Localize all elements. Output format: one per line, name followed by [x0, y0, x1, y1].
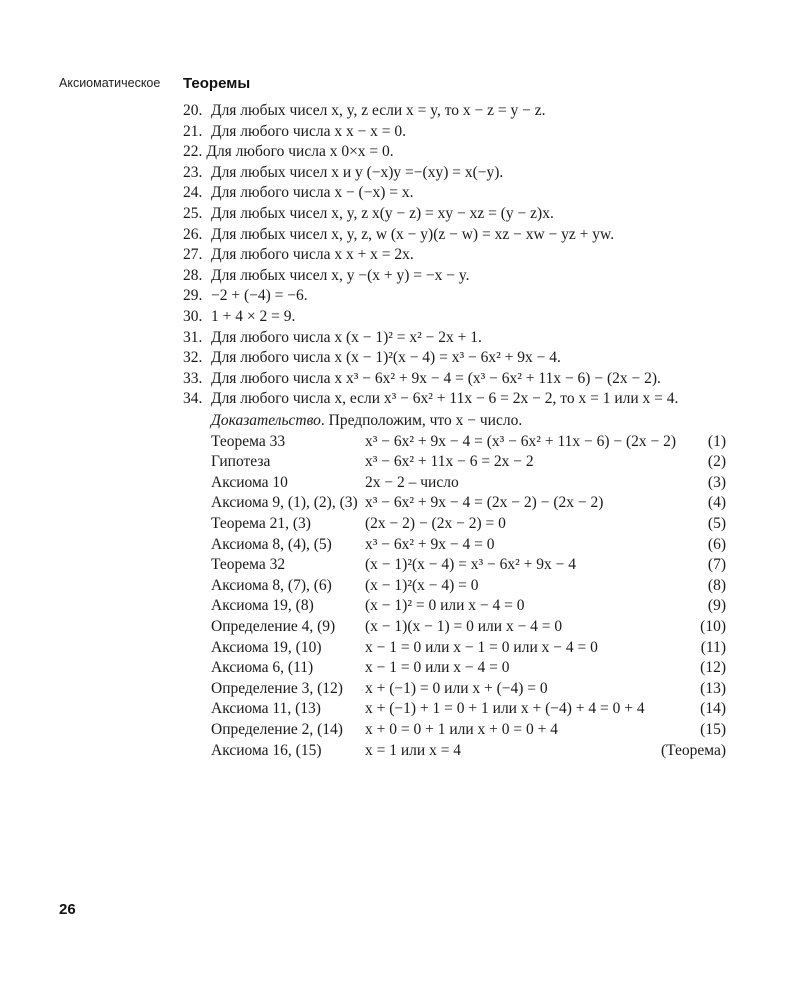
step-statement: (x − 1)(x − 1) = 0 или x − 4 = 0 — [365, 617, 563, 635]
proof-intro — [211, 411, 726, 432]
step-reference: (13) — [700, 679, 726, 697]
step-statement: x³ − 6x² + 9x − 4 = (2x − 2) − (2x − 2) — [365, 494, 604, 512]
theorem-item — [183, 348, 728, 369]
theorem-item — [183, 266, 728, 287]
theorem-number: 20. — [183, 102, 203, 119]
theorem-item — [183, 163, 728, 184]
proof-block — [211, 411, 726, 761]
theorem-item — [183, 369, 728, 390]
step-justification: Аксиома 6, (11) — [211, 659, 314, 677]
margin-note: Аксиоматическое — [59, 76, 161, 90]
step-statement: x = 1 или x = 4 — [365, 741, 462, 759]
step-reference: (Теорема) — [660, 741, 726, 759]
theorem-item — [183, 225, 728, 246]
theorem-item — [183, 204, 728, 225]
step-reference: (5) — [707, 514, 726, 532]
step-statement: (x − 1)²(x − 4) = x³ − 6x² + 9x − 4 — [365, 556, 577, 574]
step-statement: x + 0 = 0 + 1 или x + 0 = 0 + 4 — [365, 720, 559, 738]
step-justification: Аксиома 10 — [211, 473, 288, 491]
theorem-number: 29. — [183, 287, 203, 305]
theorem-number: 23. — [183, 163, 203, 181]
theorem-text: Для любого числа x (x − 1)²(x − 4) = x³ − 6x² + 9x − 4. — [211, 349, 561, 367]
theorem-item — [183, 328, 728, 349]
step-justification: Гипотеза — [211, 453, 271, 471]
page-number: 26 — [59, 901, 76, 918]
proof-step — [211, 617, 726, 638]
step-reference: (1) — [707, 432, 726, 450]
proof-step — [211, 741, 726, 762]
step-statement: x³ − 6x² + 11x − 6 = 2x − 2 — [365, 453, 534, 471]
proof-step — [211, 473, 726, 494]
proof-step — [211, 535, 726, 556]
step-justification: Аксиома 8, (4), (5) — [211, 535, 332, 553]
step-statement: (x − 1)² = 0 или x − 4 = 0 — [365, 597, 525, 615]
proof-step — [211, 514, 726, 535]
step-justification: Теорема 33 — [211, 432, 286, 450]
theorem-text: Для любых чисел x, y, z x(y − z) = xy − xz = (y − z)x. — [211, 204, 554, 222]
proof-step — [211, 432, 726, 453]
theorem-item — [183, 101, 728, 122]
step-justification: Определение 4, (9) — [211, 617, 336, 635]
theorem-item — [183, 389, 728, 410]
step-reference: (4) — [707, 494, 726, 512]
step-justification: Аксиома 8, (7), (6) — [211, 576, 332, 594]
theorem-text: −2 + (−4) = −6. — [211, 287, 308, 305]
theorem-item — [183, 142, 728, 163]
theorem-number: 26. — [183, 225, 203, 243]
step-justification: Аксиома 19, (8) — [211, 597, 314, 615]
proof-step — [211, 596, 726, 617]
step-reference: (15) — [700, 720, 726, 738]
step-reference: (14) — [700, 700, 726, 718]
step-reference: (3) — [707, 473, 726, 491]
step-statement: (2x − 2) − (2x − 2) = 0 — [365, 514, 506, 532]
theorem-item — [183, 307, 728, 328]
step-statement: x + (−1) = 0 или x + (−4) = 0 — [365, 679, 548, 697]
step-statement: x³ − 6x² + 9x − 4 = (x³ − 6x² + 11x − 6) − (2x − 2) — [365, 432, 677, 450]
theorem-number: 30. — [183, 307, 203, 325]
step-statement: x³ − 6x² + 9x − 4 = 0 — [365, 535, 495, 553]
step-justification: Определение 3, (12) — [211, 679, 343, 697]
step-reference: (12) — [700, 659, 726, 677]
step-reference: (10) — [700, 617, 726, 635]
step-justification: Теорема 21, (3) — [211, 514, 311, 532]
theorem-text: 1 + 4 × 2 = 9. — [211, 307, 296, 325]
step-statement: x − 1 = 0 или x − 4 = 0 — [365, 659, 510, 677]
step-justification: Аксиома 9, (1), (2), (3) — [211, 494, 358, 512]
step-statement: (x − 1)²(x − 4) = 0 — [365, 576, 479, 594]
theorem-number: 27. — [183, 246, 203, 264]
theorem-number: 21. — [183, 122, 203, 140]
theorem-item — [183, 122, 728, 143]
step-justification: Теорема 32 — [211, 556, 286, 574]
theorem-list — [183, 101, 728, 410]
step-statement: x + (−1) + 1 = 0 + 1 или x + (−4) + 4 = 0 + 4 — [365, 700, 645, 718]
theorem-text: Для любого числа x (x − 1)² = x² − 2x + 1. — [211, 328, 482, 346]
theorem-number: 24. — [183, 184, 203, 202]
theorem-number: 33. — [183, 369, 203, 387]
step-reference: (2) — [707, 453, 726, 471]
theorem-text: Для любого числа x, если x³ − 6x² + 11x − 6 = 2x − 2, то x = 1 или x = 4. — [211, 390, 679, 408]
proof-step — [211, 493, 726, 514]
theorem-number: 31. — [183, 328, 203, 346]
theorem-text: Для любого числа x x + x = 2x. — [211, 246, 414, 264]
theorem-text: Для любых чисел x и y (−x)y =−(xy) = x(−y). — [211, 163, 504, 181]
step-justification: Определение 2, (14) — [211, 720, 343, 738]
step-reference: (6) — [707, 535, 726, 553]
theorem-text: Для любого числа x 0×x = 0. — [206, 143, 394, 161]
theorem-item — [183, 183, 728, 204]
proof-step — [211, 576, 726, 597]
step-statement: x − 1 = 0 или x − 1 = 0 или x − 4 = 0 — [365, 638, 598, 656]
step-reference: (7) — [707, 556, 726, 574]
theorem-number: 22. — [183, 143, 203, 161]
proof-step — [211, 452, 726, 473]
proof-step — [211, 638, 726, 659]
proof-step — [211, 679, 726, 700]
theorem-text: Для любого числа x x³ − 6x² + 9x − 4 = (x³ − 6x² + 11x − 6) − (2x − 2). — [211, 369, 661, 387]
proof-intro-text: . Предположим, что x − число. — [320, 412, 523, 429]
step-justification: Аксиома 16, (15) — [211, 741, 322, 759]
step-reference: (9) — [707, 597, 726, 615]
theorem-number: 28. — [183, 266, 203, 284]
section-title: Теоремы — [183, 75, 251, 92]
step-justification: Аксиома 19, (10) — [211, 638, 322, 656]
theorem-text: Для любых чисел x, y, z если x = y, то x − z = y − z. — [211, 102, 546, 119]
proof-step — [211, 720, 726, 741]
proof-step — [211, 555, 726, 576]
theorem-text: Для любых чисел x, y −(x + y) = −x − y. — [211, 266, 470, 284]
theorem-text: Для любых чисел x, y, z, w (x − y)(z − w) = xz − xw − yz + yw. — [211, 225, 615, 243]
proof-step — [211, 699, 726, 720]
theorem-item — [183, 286, 728, 307]
step-reference: (11) — [700, 638, 726, 656]
proof-step — [211, 658, 726, 679]
step-statement: 2x − 2 – число — [365, 473, 459, 491]
proof-label: Доказательство — [211, 412, 321, 429]
theorem-text: Для любого числа x x − x = 0. — [211, 122, 407, 140]
theorem-item — [183, 245, 728, 266]
theorem-text: Для любого числа x − (−x) = x. — [211, 184, 414, 202]
step-reference: (8) — [707, 576, 726, 594]
step-justification: Аксиома 11, (13) — [211, 700, 321, 718]
theorem-number: 32. — [183, 349, 203, 367]
theorem-number: 25. — [183, 204, 203, 222]
theorem-number: 34. — [183, 390, 203, 408]
